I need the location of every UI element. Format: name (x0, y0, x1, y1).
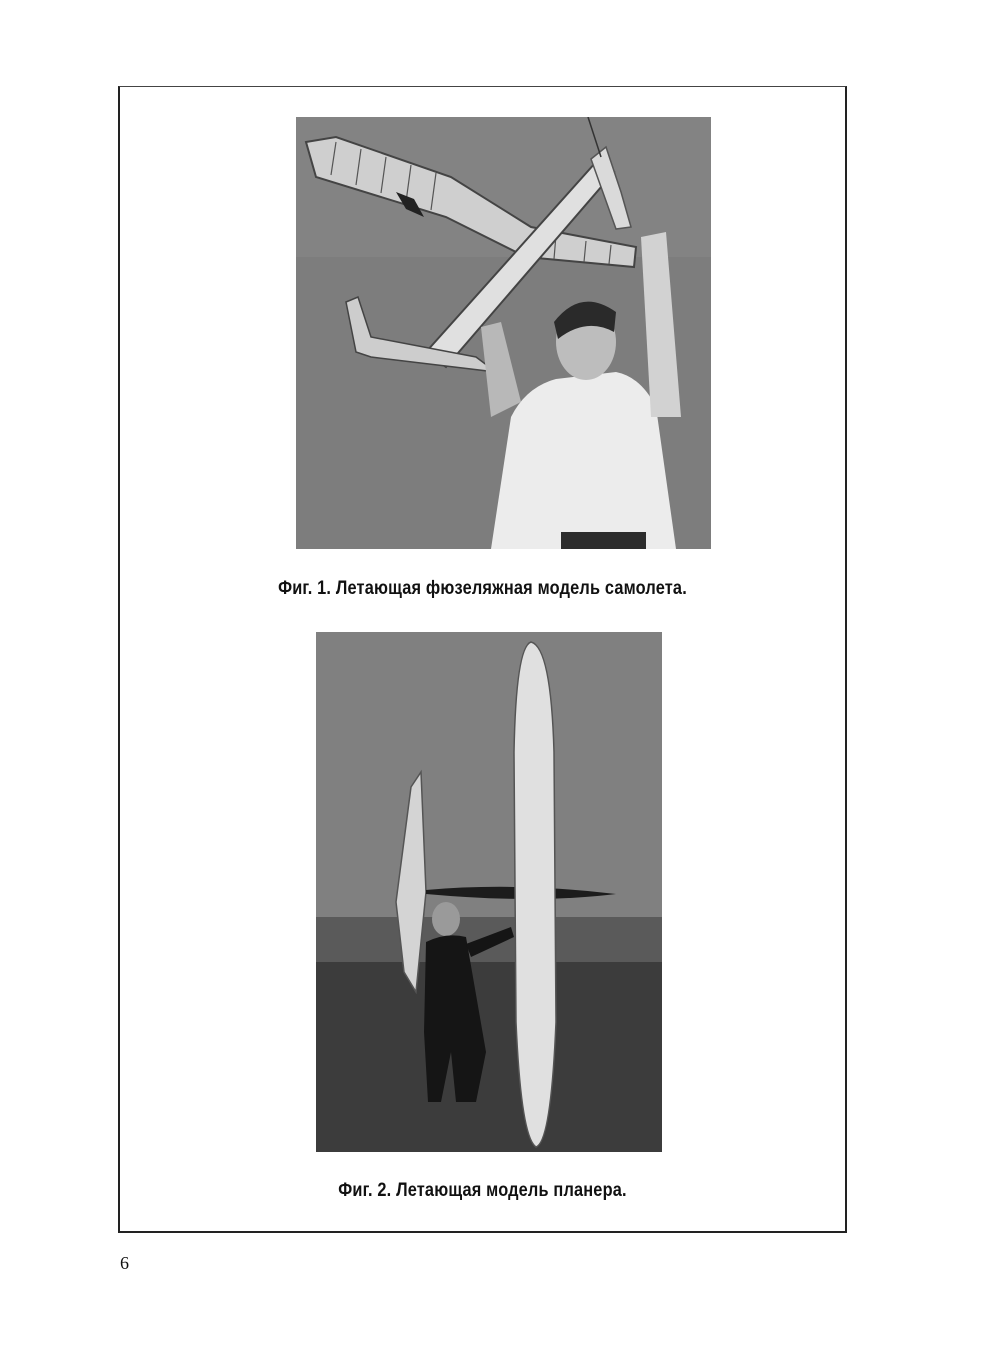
figure-2-photo (316, 632, 662, 1152)
figure-1-photo (296, 117, 711, 549)
figure-1-caption: Фиг. 1. Летающая фюзеляжная модель самолета. (278, 578, 687, 599)
page-number: 6 (120, 1253, 129, 1273)
figure-2-caption: Фиг. 2. Летающая модель планера. (338, 1180, 627, 1201)
